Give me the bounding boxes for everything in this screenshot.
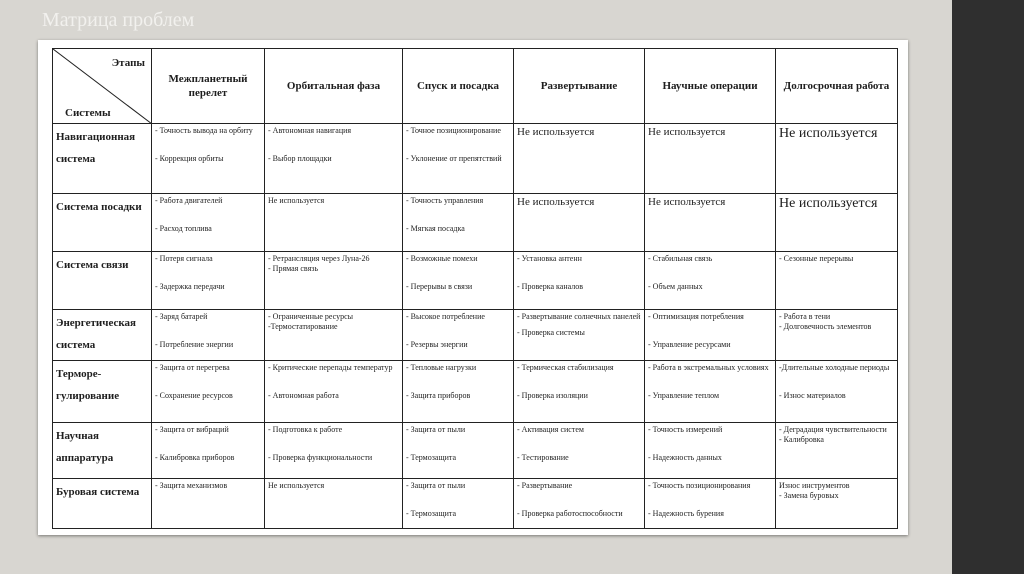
matrix-cell	[265, 252, 403, 310]
cell-item: - Расход топлива	[155, 224, 212, 233]
matrix-cell	[514, 479, 645, 529]
table-row	[53, 479, 898, 529]
cell-item: - Управление теплом	[648, 391, 720, 400]
not-used-text: Не используется	[779, 126, 878, 141]
cell-item: - Прямая связь	[268, 264, 319, 273]
matrix-cell	[645, 361, 776, 423]
cell-item: - Сохранение ресурсов	[155, 391, 233, 400]
cell-item: - Калибровка приборов	[155, 453, 235, 462]
cell-item: -Термостатирование	[268, 322, 338, 331]
column-header: Межпланетный перелет	[152, 49, 265, 124]
table-row	[53, 310, 898, 361]
cell-item: - Мягкая посадка	[406, 224, 465, 233]
document-sheet	[38, 40, 908, 535]
matrix-cell	[776, 194, 898, 252]
cell-item: - Уклонение от препятствий	[406, 154, 502, 163]
matrix-cell	[152, 423, 265, 479]
column-header: Научные операции	[645, 49, 776, 124]
not-used-text: Не используется	[648, 196, 726, 208]
cell-item: - Деградация чувствительности	[779, 425, 887, 434]
cell-item: - Точность позиционирования	[648, 481, 751, 490]
system-name: Навигационная система	[53, 124, 152, 194]
matrix-cell	[403, 124, 514, 194]
cell-item: - Развертывание солнечных панелей	[517, 312, 641, 321]
cell-item: - Защита от вибраций	[155, 425, 229, 434]
matrix-cell	[403, 479, 514, 529]
matrix-cell	[152, 361, 265, 423]
cell-item: - Проверка функциональности	[268, 453, 373, 462]
slide-title: Матрица проблем	[42, 9, 195, 31]
matrix-cell	[514, 423, 645, 479]
matrix-cell	[152, 310, 265, 361]
cell-item: - Термическая стабилизация	[517, 363, 614, 372]
cell-item: - Проверка работоспособности	[517, 509, 623, 518]
table-row	[53, 252, 898, 310]
cell-item: - Работа двигателей	[155, 196, 223, 205]
matrix-cell	[152, 124, 265, 194]
cell-item: - Замена буровых	[779, 491, 839, 500]
cell-item: - Работа в тени	[779, 312, 831, 321]
matrix-cell	[265, 423, 403, 479]
cell-item: - Точность вывода на орбиту	[155, 126, 253, 135]
cell-item: - Потеря сигнала	[155, 254, 213, 263]
cell-item: - Защита от пыли	[406, 425, 466, 434]
corner-stages-label: Этапы	[111, 57, 145, 69]
header-row	[53, 49, 898, 124]
cell-item: - Защита от пыли	[406, 481, 466, 490]
table-row	[53, 194, 898, 252]
not-used-text: Не используется	[779, 196, 878, 211]
system-name: Система связи	[53, 252, 152, 310]
matrix-cell	[265, 194, 403, 252]
cell-item: - Работа в экстремальных условиях	[648, 363, 769, 372]
table-row	[53, 124, 898, 194]
cell-item: - Защита механизмов	[155, 481, 228, 490]
cell-item: - Точное позиционирование	[406, 126, 501, 135]
cell-item: - Проверка системы	[517, 328, 585, 337]
cell-item: - Резервы энергии	[406, 340, 468, 349]
not-used-text: Не используется	[517, 126, 595, 138]
matrix-cell	[265, 361, 403, 423]
matrix-cell	[645, 423, 776, 479]
matrix-cell	[152, 479, 265, 529]
matrix-cell	[776, 423, 898, 479]
cell-item: - Объем данных	[648, 282, 703, 291]
matrix-cell	[514, 361, 645, 423]
matrix-cell	[265, 479, 403, 529]
cell-item: - Потребление энергии	[155, 340, 234, 349]
column-header: Спуск и посадка	[403, 49, 514, 124]
cell-item: - Точность измерений	[648, 425, 723, 434]
cell-item: - Стабильная связь	[648, 254, 713, 263]
cell-item: - Активация систем	[517, 425, 584, 434]
cell-item: - Долговечность элементов	[779, 322, 872, 331]
matrix-cell	[776, 361, 898, 423]
corner-systems-label: Системы	[65, 107, 111, 119]
cell-item: - Высокое потребление	[406, 312, 485, 321]
cell-item: - Выбор площадки	[268, 154, 332, 163]
column-header: Развертывание	[514, 49, 645, 124]
cell-item: - Износ материалов	[779, 391, 846, 400]
cell-item: - Защита приборов	[406, 391, 471, 400]
cell-item: - Автономная навигация	[268, 126, 352, 135]
matrix-cell	[645, 124, 776, 194]
matrix-cell	[152, 194, 265, 252]
cell-item: - Установка антенн	[517, 254, 582, 263]
matrix-cell	[403, 423, 514, 479]
matrix-cell	[514, 252, 645, 310]
cell-item: - Управление ресурсами	[648, 340, 731, 349]
cell-item: - Тепловые нагрузки	[406, 363, 477, 372]
cell-item: - Перерывы в связи	[406, 282, 473, 291]
system-name: Буровая система	[53, 479, 152, 529]
problem-matrix-table	[52, 48, 898, 529]
corner-cell	[53, 49, 152, 124]
system-name: Терморе-гулирование	[53, 361, 152, 423]
system-name: Система посадки	[53, 194, 152, 252]
matrix-cell	[514, 124, 645, 194]
cell-item: - Термозащита	[406, 509, 457, 518]
system-name: Научная аппаратура	[53, 423, 152, 479]
cell-item: - Возможные помехи	[406, 254, 478, 263]
cell-item: - Ограниченные ресурсы	[268, 312, 354, 321]
not-used-text: Не используется	[648, 126, 726, 138]
cell-item: - Надежность данных	[648, 453, 722, 462]
cell-item: - Критические перепады температур	[268, 363, 393, 372]
cell-item: - Проверка каналов	[517, 282, 584, 291]
cell-item: - Калибровка	[779, 435, 824, 444]
matrix-cell	[645, 252, 776, 310]
matrix-cell	[265, 124, 403, 194]
cell-item: - Оптимизация потребления	[648, 312, 744, 321]
matrix-cell	[403, 310, 514, 361]
matrix-cell	[265, 310, 403, 361]
cell-item: - Коррекция орбиты	[155, 154, 224, 163]
cell-item: - Точность управления	[406, 196, 484, 205]
cell-item: - Подготовка к работе	[268, 425, 343, 434]
matrix-cell	[776, 310, 898, 361]
cell-item: - Защита от перегрева	[155, 363, 230, 372]
cell-item: - Надежность бурения	[648, 509, 724, 518]
cell-item: - Термозащита	[406, 453, 457, 462]
column-header: Долгосрочная работа	[776, 49, 898, 124]
matrix-cell	[645, 194, 776, 252]
matrix-cell	[776, 124, 898, 194]
table-row	[53, 361, 898, 423]
matrix-cell	[514, 194, 645, 252]
matrix-cell	[403, 194, 514, 252]
cell-item: - Развертывание	[517, 481, 573, 490]
matrix-cell	[776, 479, 898, 529]
matrix-cell	[645, 310, 776, 361]
matrix-cell	[403, 252, 514, 310]
matrix-cell	[152, 252, 265, 310]
cell-item: - Проверка изоляции	[517, 391, 588, 400]
cell-item: Не используется	[268, 196, 325, 205]
cell-item: - Задержка передачи	[155, 282, 225, 291]
column-header: Орбитальная фаза	[265, 49, 403, 124]
not-used-text: Не используется	[517, 196, 595, 208]
cell-item: -Длительные холодные периоды	[779, 363, 890, 372]
cell-item: - Заряд батарей	[155, 312, 208, 321]
matrix-cell	[776, 252, 898, 310]
cell-item: - Автономная работа	[268, 391, 339, 400]
matrix-cell	[645, 479, 776, 529]
cell-item: - Тестирование	[517, 453, 569, 462]
matrix-cell	[514, 310, 645, 361]
system-name: Энергетическая система	[53, 310, 152, 361]
right-sidebar-bar	[952, 0, 1024, 574]
cell-item: - Сезонные перерывы	[779, 254, 854, 263]
cell-item: Износ инструментов	[779, 481, 850, 490]
matrix-cell	[403, 361, 514, 423]
cell-item: Не используется	[268, 481, 325, 490]
table-row	[53, 423, 898, 479]
cell-item: - Ретрансляция через Луна-26	[268, 254, 370, 263]
